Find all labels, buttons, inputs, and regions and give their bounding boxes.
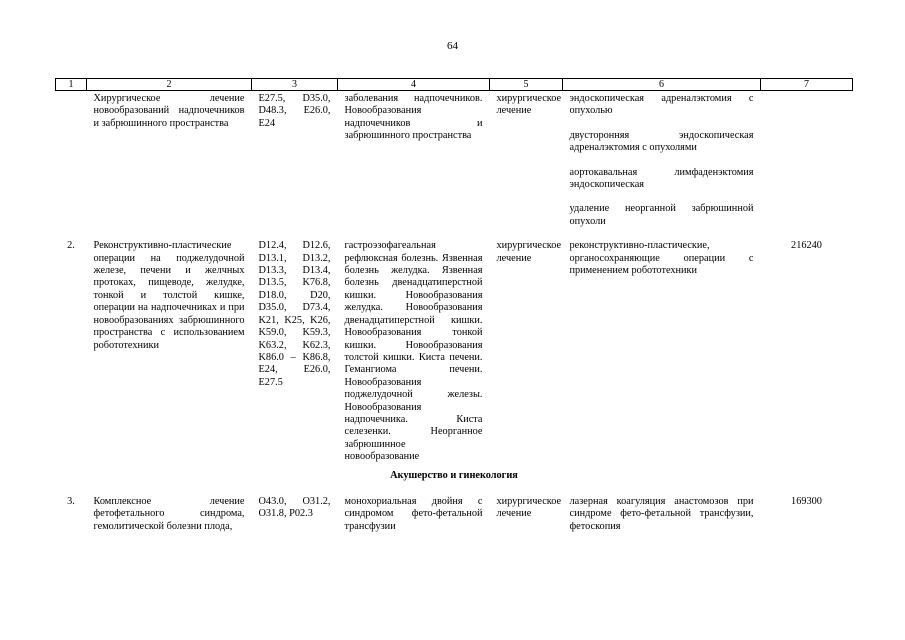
- icd-codes-cell: O43.0, O31.2, O31.8, P02.3: [258, 495, 331, 520]
- treatment-type-cell: хирургическое лечение: [496, 495, 562, 520]
- column-number-2: 2: [87, 79, 252, 91]
- column-number-4: 4: [338, 79, 490, 91]
- care-name-cell: Комплексное лечение фетофетального синдрома, гемолитической болезни плода,: [93, 495, 245, 532]
- care-name-cell: Хирургическое лечение новообразований надпочечников и забрюшинного пространства: [93, 93, 245, 129]
- table-row: [56, 496, 853, 533]
- patient-model-cell: заболевания надпочечников. Новообразования надпочечников и забрюшинного пространства: [344, 93, 483, 142]
- treatment-type-cell: хирургическое лечение: [496, 240, 562, 264]
- cost-cell: [761, 91, 853, 229]
- icd-codes-cell: D12.4, D12.6, D13.1, D13.2, D13.3, D13.4, D13.5, K76.8, D18.0, D20, D35.0, D73.4, K21, K25, K26, K59.0, K59.3, K63.2, K62.3, K86.0 – K86.8, E24, E26.0, E27.5: [258, 240, 331, 388]
- patient-model-cell: монохориальная двойня с синдромом фето-фетальной трансфузии: [344, 495, 483, 532]
- column-number-6: 6: [563, 79, 761, 91]
- cost-cell: 169300: [791, 495, 822, 507]
- page-number: 64: [447, 40, 458, 52]
- column-number-5: 5: [490, 79, 563, 91]
- treatment-method: удаление неорганной забрюшинной опухоли: [569, 203, 754, 227]
- treatment-methods-cell: [563, 496, 761, 533]
- treatment-method: эндоскопическая адреналэктомия с опухолью: [569, 93, 754, 117]
- treatment-methods-cell: [563, 228, 761, 463]
- row-number: [56, 91, 87, 229]
- treatment-type-cell: хирургическое лечение: [496, 93, 562, 117]
- column-number-1: 1: [56, 79, 87, 91]
- table-row: [56, 91, 853, 229]
- table-row: [56, 228, 853, 463]
- row-number: 2.: [67, 240, 75, 252]
- icd-codes-cell: E27.5, D35.0, D48.3, E26.0, E24: [258, 93, 331, 129]
- section-title: Акушерство и гинекология: [390, 469, 518, 481]
- treatment-method: лазерная коагуляция анастомозов при синдроме фето-фетальной трансфузии, фетоскопия: [569, 495, 754, 532]
- column-number-7: 7: [761, 79, 853, 91]
- row-number: 3.: [67, 495, 75, 507]
- medical-care-table: [55, 78, 853, 533]
- care-name-cell: Реконструктивно-пластические операции на поджелудочной железе, печени и желчных протоках, пищеводе, желудке, тонкой и толстой кишке, операции на надпочечниках и при новообразованиях забрюшинного пространства с использованием робототехники: [93, 240, 245, 351]
- treatment-method: двусторонняя эндоскопическая адреналэктомия с опухолями: [569, 129, 754, 154]
- column-number-header-row: [56, 79, 853, 91]
- cost-cell: 216240: [791, 240, 822, 252]
- column-number-3: 3: [252, 79, 338, 91]
- section-heading-row: [56, 464, 853, 496]
- patient-model-cell: гастроэзофагеальная рефлюксная болезнь. Язвенная болезнь желудка. Язвенная болезнь двенадцатиперстной кишки. Новообразования желудка. Новообразования двенадцатиперстной кишки. Новообразования тонкой кишки. Новообразования толстой кишки. Киста печени. Гемангиома печени. Новообразования поджелудочной железы. Новообразования надпочечника. Киста селезенки. Неорганное забрюшинное новообразование: [344, 240, 483, 463]
- treatment-methods-cell: [563, 91, 761, 229]
- treatment-method: реконструктивно-пластические, органосохраняющие операции с применением робототехники: [569, 240, 754, 277]
- treatment-method: аортокавальная лимфаденэктомия эндоскопическая: [569, 166, 754, 191]
